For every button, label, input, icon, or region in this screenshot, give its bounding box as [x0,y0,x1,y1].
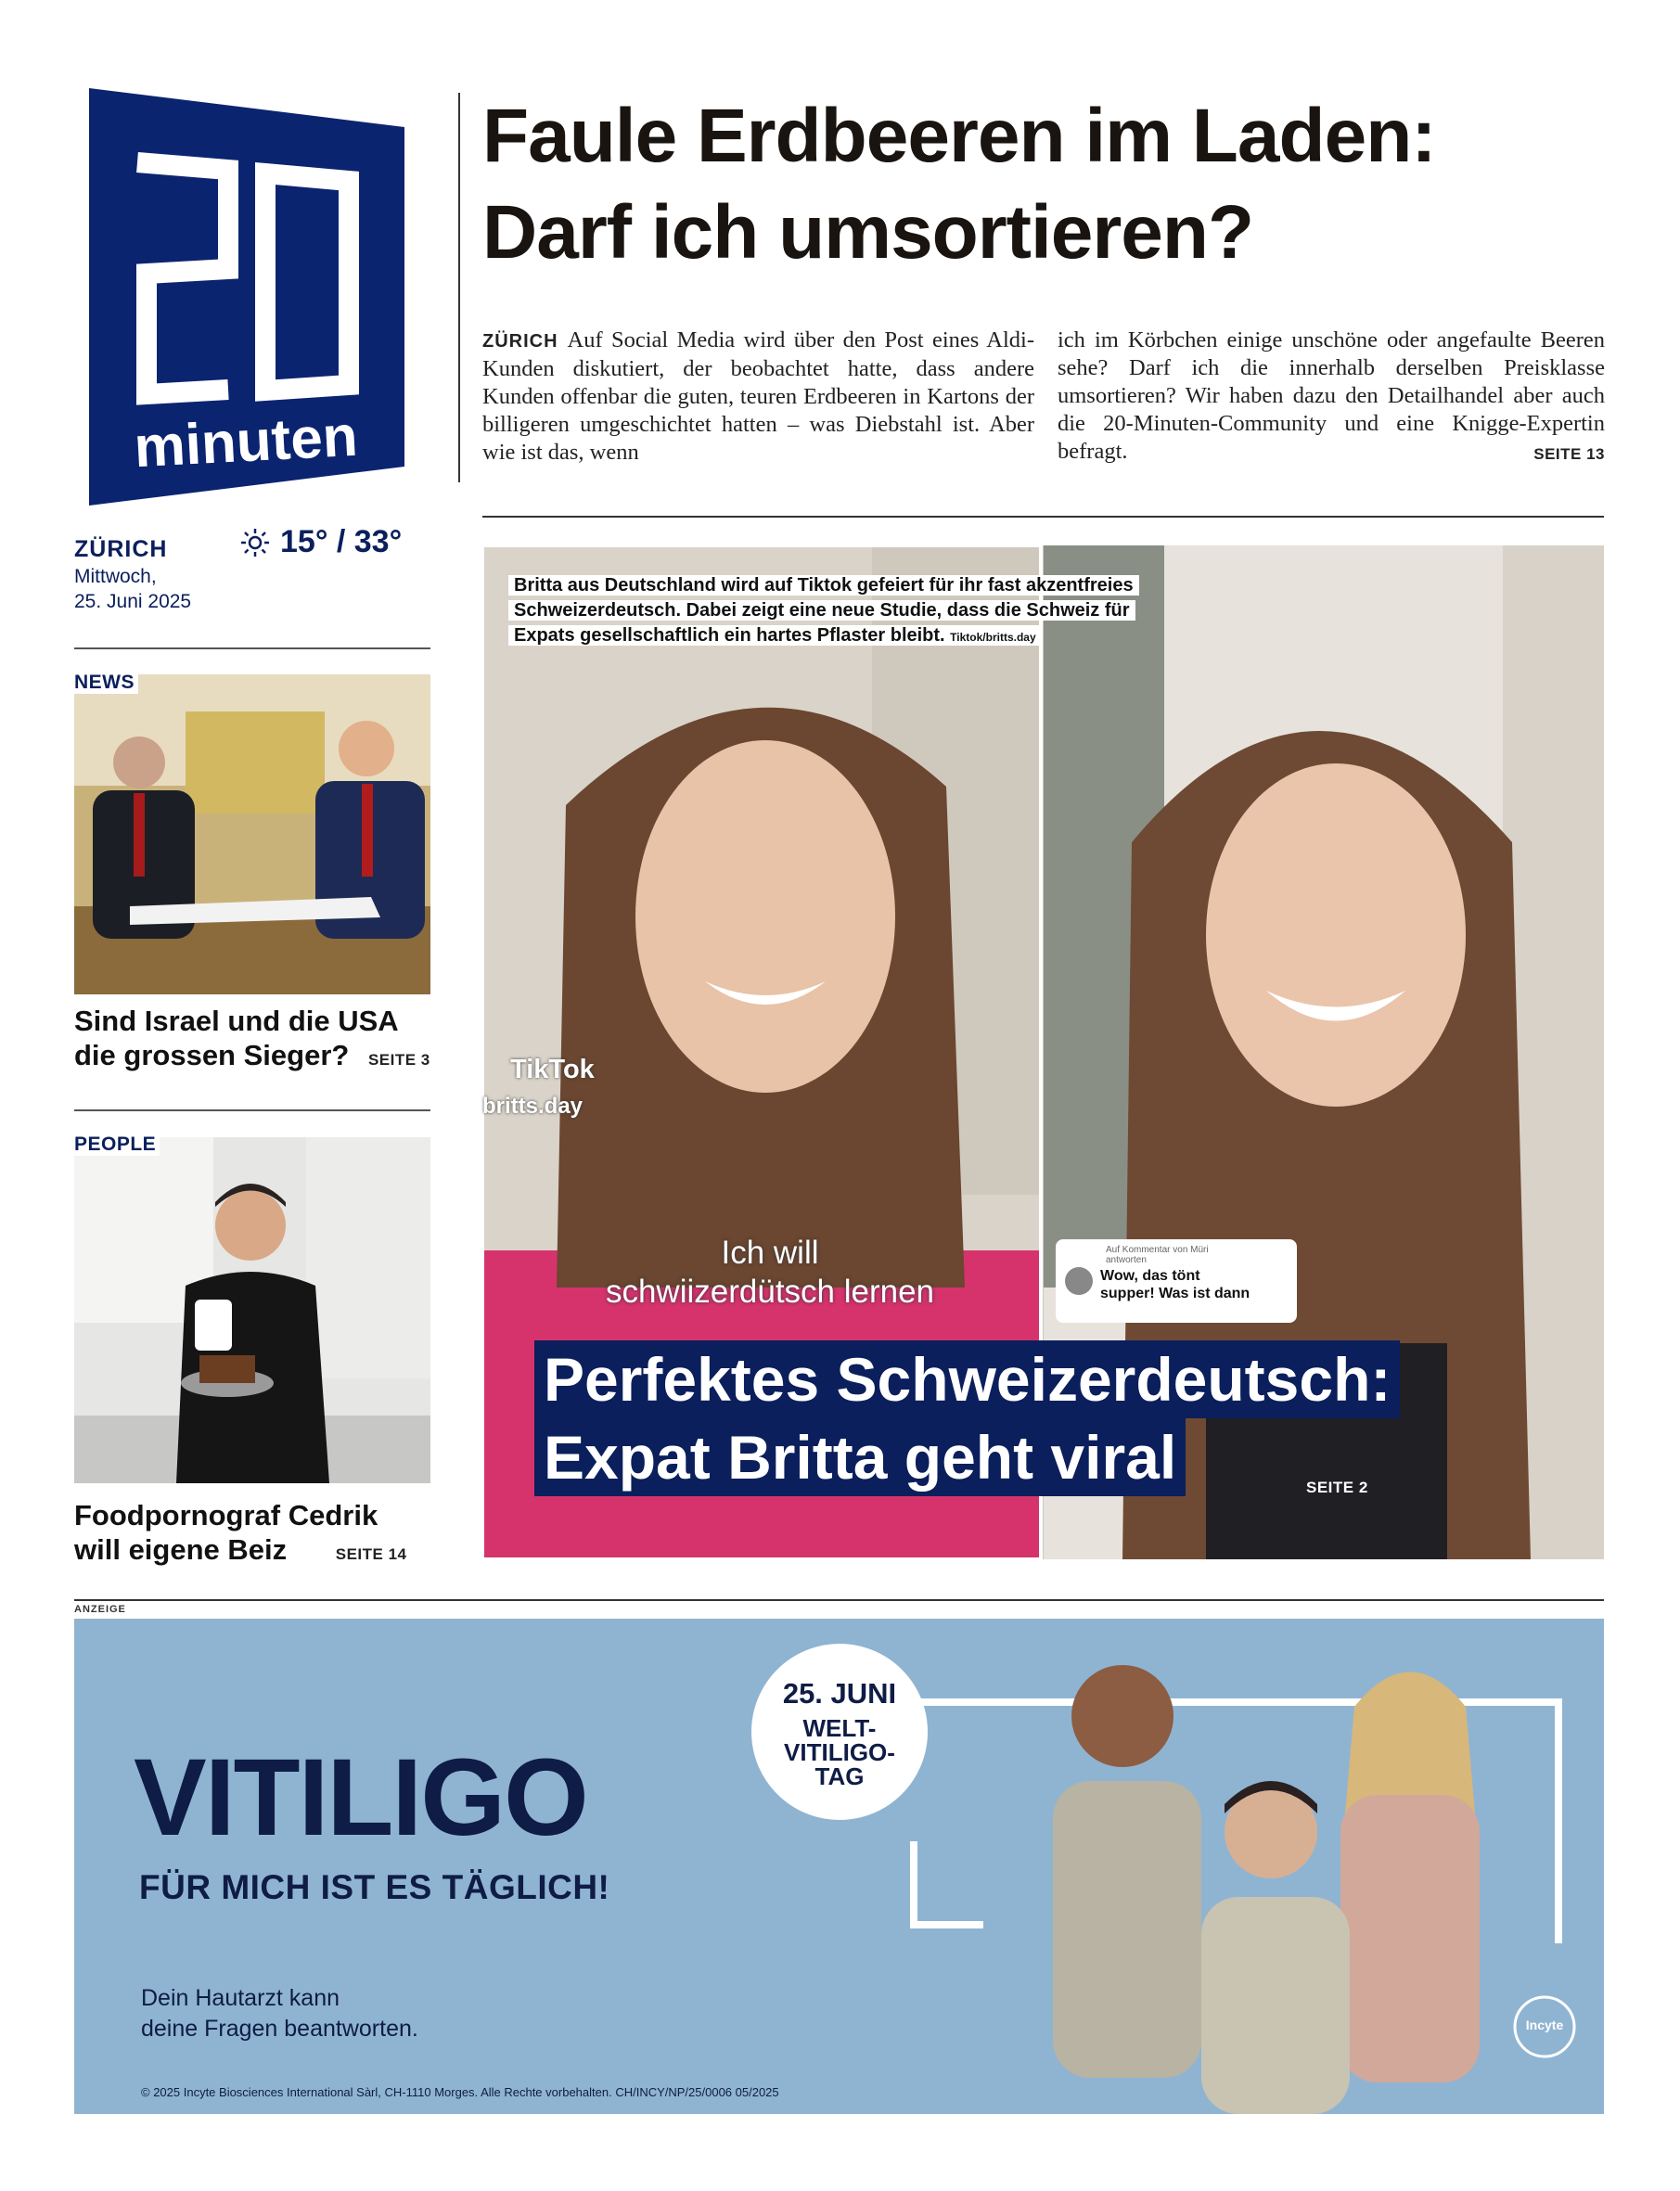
sun-icon [239,527,271,558]
weekday: Mittwoch, [74,566,157,587]
ad-label: ANZEIGE [74,1604,126,1615]
page-ref: SEITE 2 [1306,1479,1368,1496]
page-ref: SEITE 3 [367,1051,430,1069]
temperature: 15° / 33° [280,524,403,559]
dateline: ZÜRICH [482,331,558,352]
video-overlay-text: Ich will schwiizerdütsch lernen [605,1235,935,1310]
lead-text-col2: ich im Körbchen einige unschöne oder angefaulte Beeren sehe? Darf ich die innerhalb derselben Preisklasse umsortieren? Wir haben dazu den Detailhandel aber auch die 20-Minuten-Community und eine Knigge-Expertin befragt. SEITE 13 [1058,327,1605,464]
edition-city: ZÜRICH [74,536,168,562]
logo-word: minuten [132,404,360,480]
divider [74,1599,1604,1601]
incyte-logo: Incyte [1525,2018,1564,2032]
photo-headline[interactable]: Perfektes Schweizerdeutsch: Expat Britta geht viral [534,1340,1400,1496]
tiktok-handle: britts.day [482,1094,584,1119]
divider [74,1109,430,1111]
date: 25. Juni 2025 [74,591,192,612]
rubric-news: NEWS [74,672,138,694]
teaser-photo-people[interactable] [74,1137,430,1483]
20-minuten-logo[interactable] [89,88,404,506]
ad-subtitle: FÜR MICH IST ES TÄGLICH! [139,1868,610,1906]
teaser-headline-people[interactable]: Foodpornograf Cedrik will eigene Beiz SEITE 14 [74,1499,407,1566]
teaser-headline-news[interactable]: Sind Israel und die USA die grossen Sieger? SEITE 3 [74,1005,430,1071]
page-ref: SEITE 13 [1533,445,1605,463]
tiktok-comment: Auf Kommentar von Müri antworten Wow, das tönt supper! Was ist dann [1056,1239,1297,1323]
divider [74,647,430,649]
ad-date-badge: 25. JUNI WELT- VITILIGO- TAG [751,1644,928,1820]
lead-headline[interactable]: Faule Erdbeeren im Laden: Darf ich umsortieren? [482,94,1436,275]
teaser-photo-news[interactable] [74,674,430,994]
column-rule [458,93,460,482]
photo-credit: Tiktok/britts.day [950,631,1036,644]
page-ref: SEITE 14 [335,1545,407,1563]
lead-text-col1: ZÜRICH Auf Social Media wird über den Post eines Aldi-Kunden diskutiert, der beobachtet hatte, dass andere Kunden offenbar die guten, teuren Erdbeeren in Kartons der billigeren umgeschichtet hatten – was Diebstahl ist. Aber wie ist das, wenn [482,327,1034,465]
ad-title: VITILIGO [134,1736,587,1859]
edition-date [74,564,191,614]
divider [482,516,1604,518]
tiktok-brand: TikTok [510,1055,595,1084]
rubric-people: PEOPLE [74,1134,160,1156]
avatar [1065,1267,1093,1295]
ad-fine-print: © 2025 Incyte Biosciences International Sàrl, CH-1110 Morges. Alle Rechte vorbehalten. CH/INCY/NP/25/0006 05/2025 [141,2085,779,2099]
photo-caption: Britta aus Deutschland wird auf Tiktok gefeiert für ihr fast akzentfreies Schweizerdeutsch. Dabei zeigt eine neue Studie, dass die Schweiz für Expats gesellschaftlich ein hartes Pflaster bleibt. Tiktok/britts.day [508,573,1176,650]
weather [239,524,402,560]
ad-body: Dein Hautarzt kann deine Fragen beantworten. [141,1985,418,2042]
tiktok-watermark [482,1051,595,1125]
